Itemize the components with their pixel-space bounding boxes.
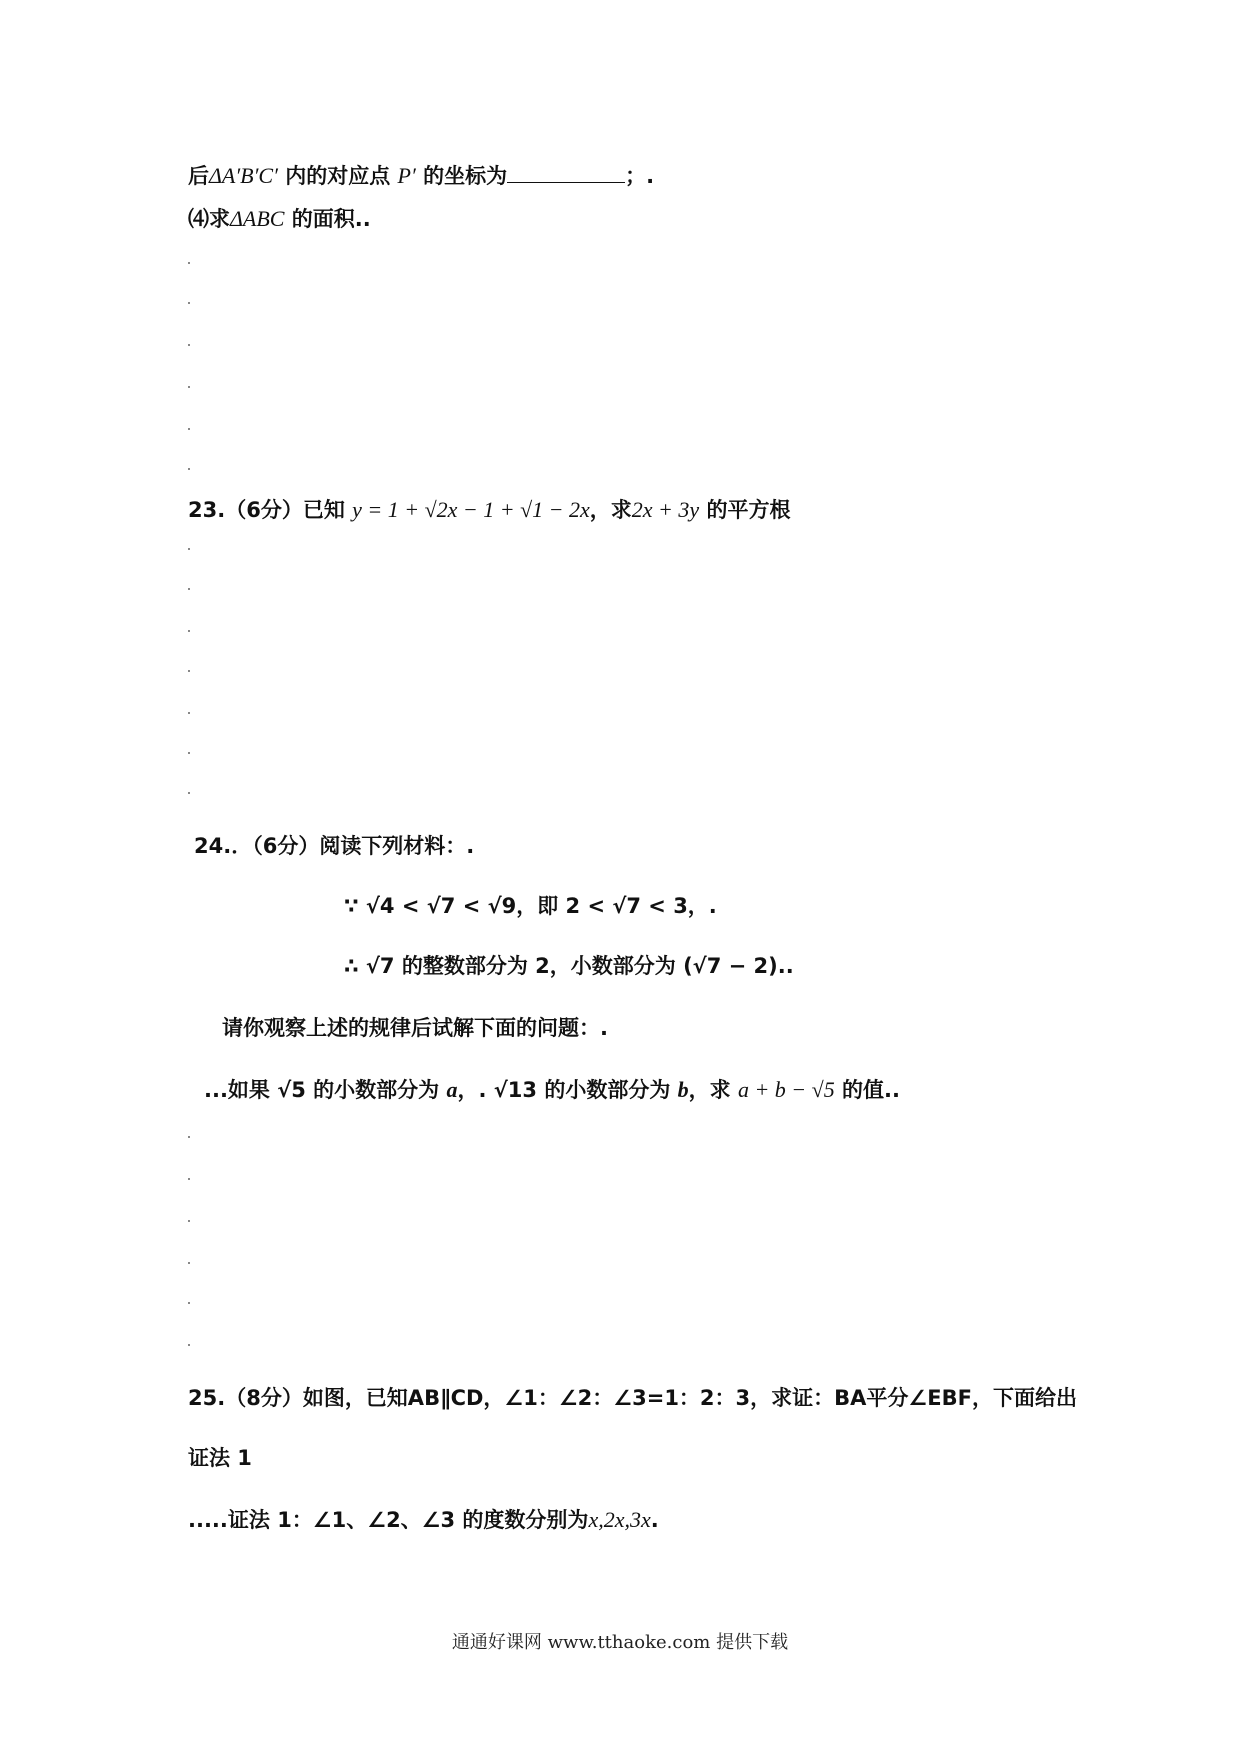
triangle-prime: ΔA′B′C′ [209,163,278,188]
answer-blank [507,182,625,183]
q24-instruction: 请你观察上述的规律后试解下面的问题：. [222,1016,608,1040]
q24-material-line2: ∴ √7 的整数部分为 2，小数部分为 (√7 − 2).. [344,954,794,978]
q24-material-line1: ∵ √4 < √7 < √9，即 2 < √7 < 3，. [344,894,717,918]
q24-problem: ...如果 √5 的小数部分为 a，. √13 的小数部分为 b，求 a + b − √5 的值.. [204,1077,900,1102]
q25-proof-line: .....证法 1：∠1、∠2、∠3 的度数分别为x,2x,3x. [188,1507,659,1532]
point-p-prime: P′ [397,163,416,188]
question-25: 25.（8分）如图，已知AB∥CD，∠1：∠2：∠3=1：2：3，求证：BA平分∠EBF，下面给出 [188,1386,1077,1410]
q23-equation: y = 1 + √2x − 1 + √1 − 2x [352,497,590,522]
page-footer: 通通好课网 www.tthaoke.com 提供下载 [451,1632,789,1653]
q22-coordinate-line: 后ΔA′B′C′ 内的对应点 P′ 的坐标为 ；. [188,163,655,188]
q25-proof-heading: 证法 1 [188,1446,252,1470]
q22-part4: ⑷求ΔABC 的面积.. [188,206,371,231]
question-23: 23.（6分）已知 y = 1 + √2x − 1 + √1 − 2x，求2x + 3y 的平方根 [188,497,791,522]
question-24-title: 24.．（6分）阅读下列材料：. [194,834,475,858]
